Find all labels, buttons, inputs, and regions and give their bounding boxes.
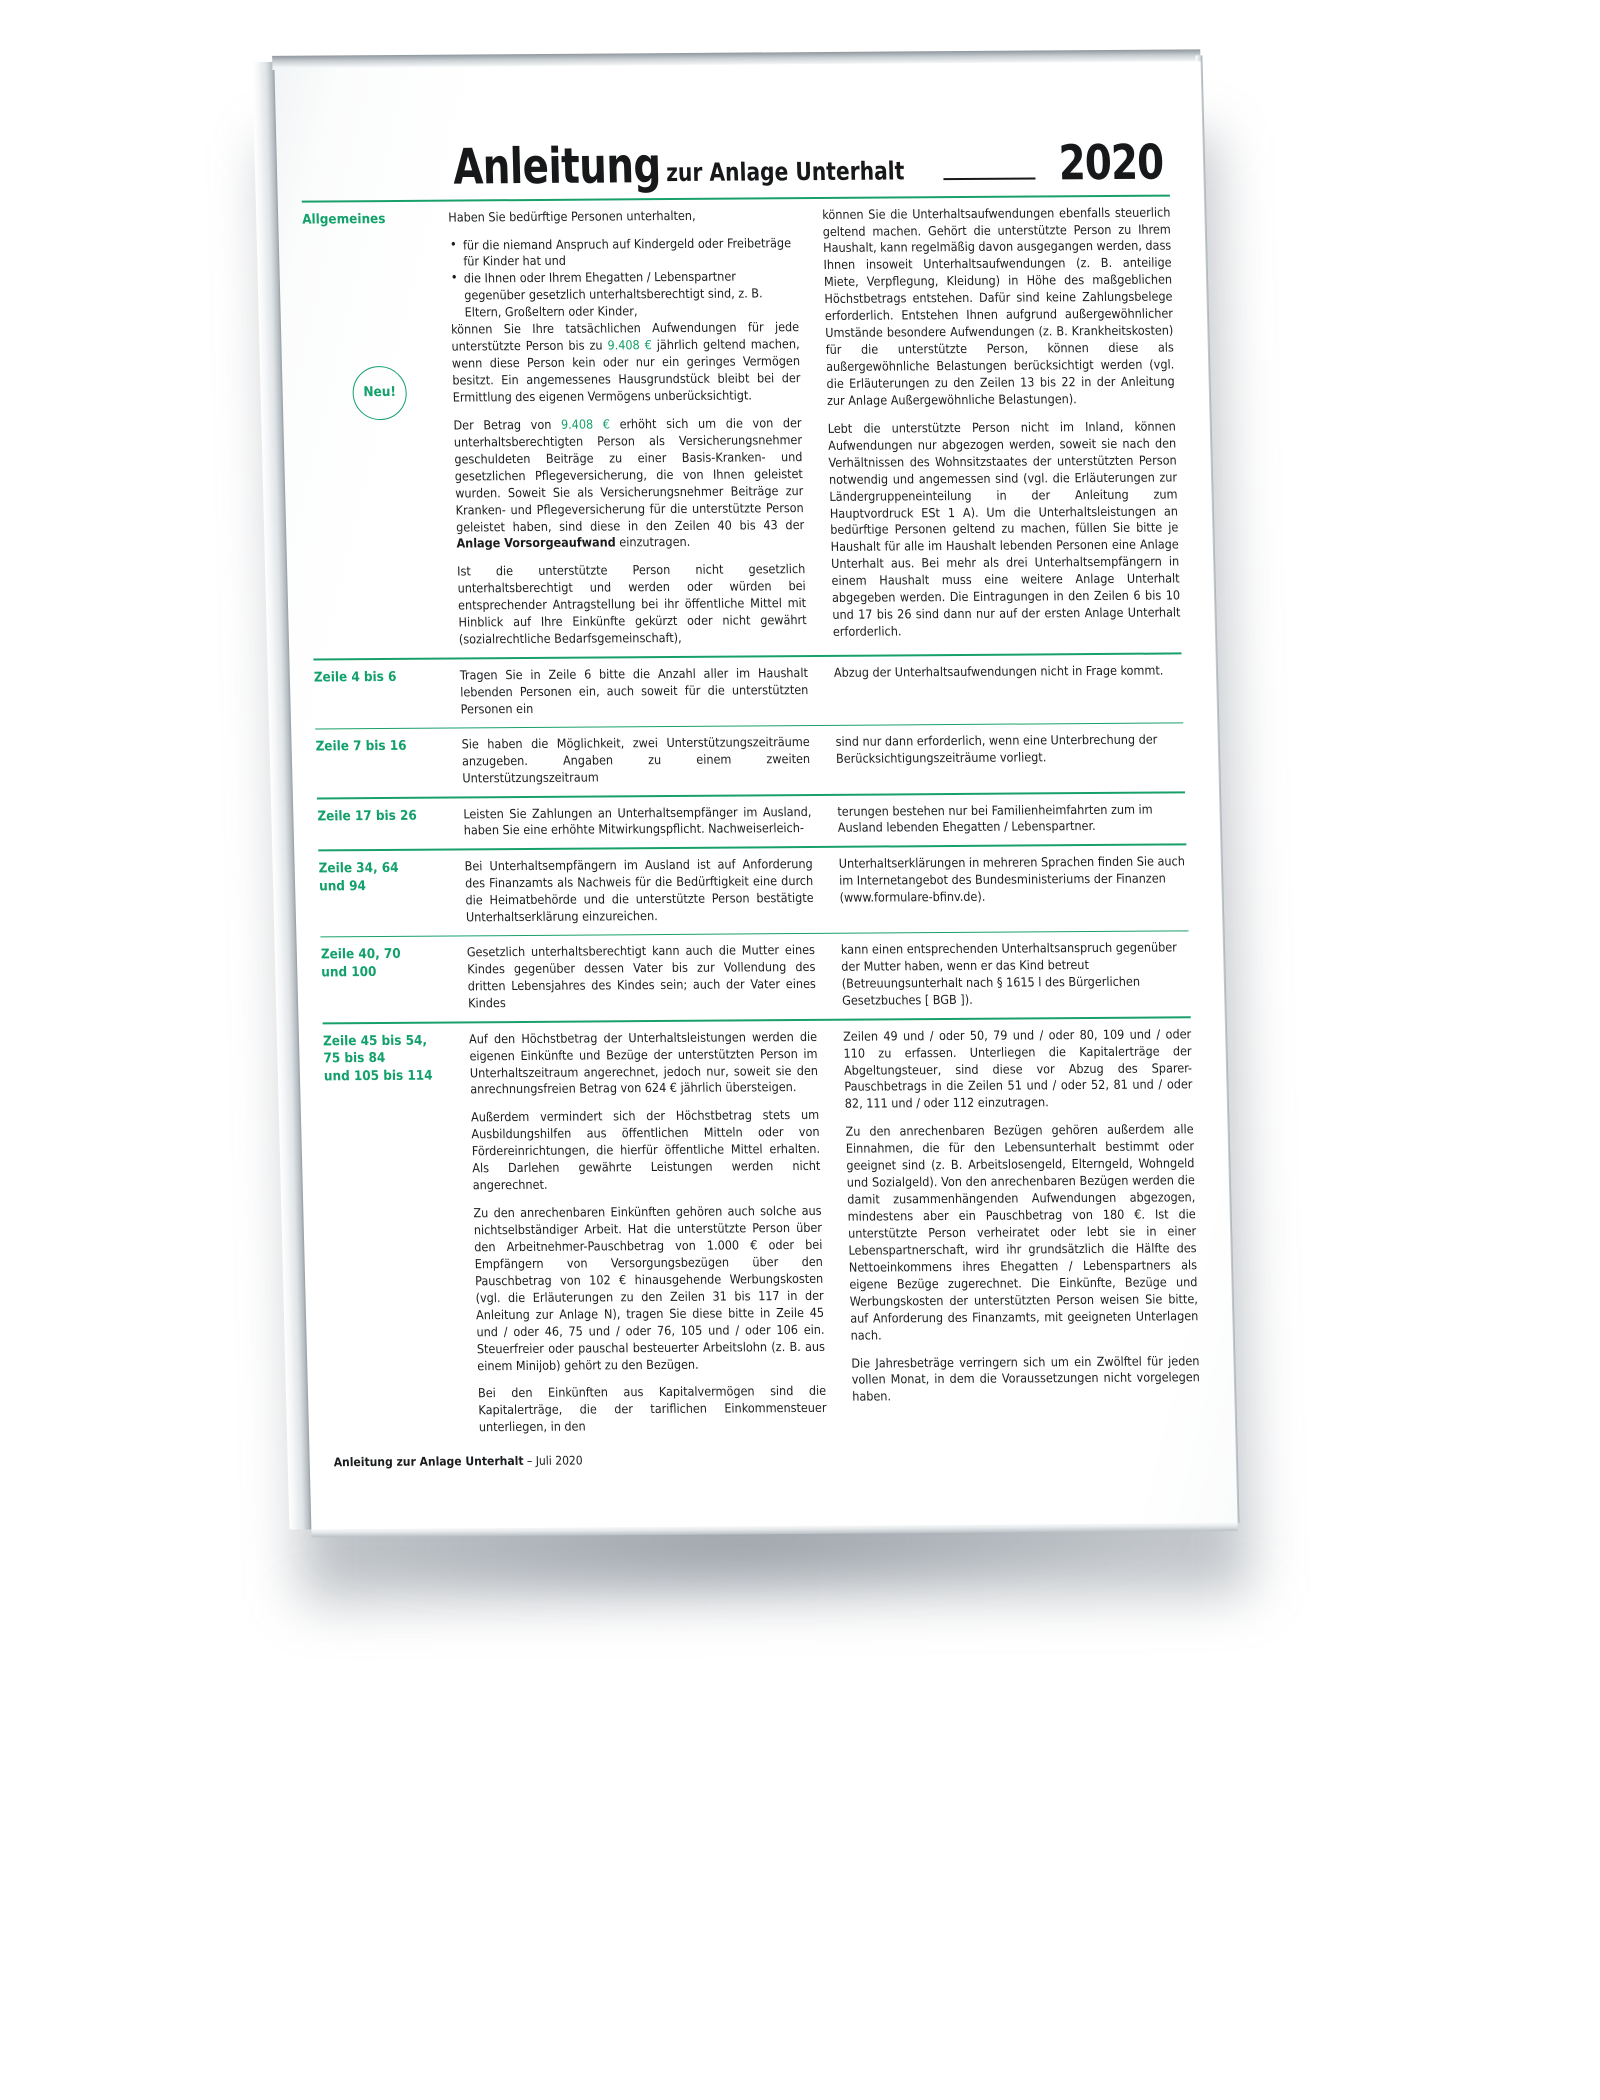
section-label-zeile-17-26: Zeile 17 bis 26 <box>317 808 417 824</box>
column-right <box>839 853 1189 923</box>
paragraph-body: Abzug der Unterhaltsaufwendungen nicht in Frage kommt. <box>833 662 1164 680</box>
paragraph-body: Leisten Sie Zahlungen an Unterhaltsempfänger im Ausland, haben Sie eine erhöhte Mitwirkungspflicht. Nachweiserleich- <box>463 803 812 838</box>
page-footer <box>334 1449 1202 1469</box>
document-subtitle: zur Anlage Unterhalt <box>666 156 905 188</box>
section-zeile-4-6 <box>313 654 1183 719</box>
section-zeile-17-26 <box>317 793 1186 841</box>
document-page <box>274 61 1237 1529</box>
section-allgemeines <box>302 196 1181 649</box>
paragraph-income-offset: Auf den Höchstbetrag der Unterhaltsleistungen werden die eigenen Einkünfte und Bezüge der unterstützten Person im Unterhaltszeitraum angerechnet, jedoch nur, soweit sie den anrechnungsfreien Betrag von 624 € jährlich übersteigen. <box>468 1028 819 1097</box>
section-zeile-7-16 <box>315 723 1185 788</box>
document-title: Anleitung <box>452 137 661 196</box>
list-item: • die Ihnen oder Ihrem Ehegatten / Lebenspartner gegenüber gesetzlich unterhaltsberechtigt sind, z. B. Eltern, Großeltern oder Kinder, <box>464 269 799 322</box>
section-columns <box>467 940 1191 1013</box>
paragraph-benefits: Zu den anrechenbaren Bezügen gehören außerdem alle Einnahmen, die für den Lebensunterhalt bestimmt oder geeignet sind (z. B. Arbeitslosengeld, Elterngeld, Wohngeld und Sozialgeld). Von den anrechenbaren Bezügen werden die damit zusammenhängenden Aufwendungen abgezogen, mindestens aber ein Pauschbetrag von 180 €. Ist die unterstützte Person verheiratet oder lebt sie in einer Lebenspartnerschaft, wird ihr grundsätzlich die Hälfte des Nettoeinkommens ihres Ehegatten / Lebenspartners als eigene Bezüge zugerechnet. Die Einkünfte, Bezüge und Werbungskosten der unterstützten Person weisen Sie bitte, auf Anforderung des Finanzamts, mit geeigneten Unterlagen nach. <box>845 1121 1199 1343</box>
section-columns <box>463 801 1186 840</box>
section-label-text: Allgemeines <box>302 211 386 228</box>
paragraph-body: Unterhaltserklärungen in mehreren Sprachen finden Sie auch im Internetangebot des Bundesministeriums der Finanzen (www.formulare-bfinv.de). <box>838 853 1186 905</box>
section-zeile-34-64-94 <box>318 845 1188 927</box>
document-content <box>274 61 1237 1529</box>
paragraph-body: kann einen entsprechenden Unterhaltsanspruch gegenüber der Mutter haben, wenn er das Kind betreut (Betreuungsunterhalt nach § 1615 l des Bürgerlichen Gesetzbuches [ BGB ]). <box>840 939 1178 1008</box>
paragraph-allowance-2 <box>453 415 804 553</box>
column-left <box>460 665 809 718</box>
footer-meta: – Juli 2020 <box>526 1453 583 1469</box>
paragraph-capital-lines: Zeilen 49 und / oder 50, 79 und / oder 80, 109 und / oder 110 zu erfassen. Unterliegen die Kapitalerträge der Abgeltungsteuer, sind diese vor Abzug des Sparer-Pauschbetrags in die Zeilen 51 und / oder 52, 81 und / oder 82, 111 und / oder 112 einzutragen. <box>842 1025 1193 1112</box>
paragraph-employment-income: Zu den anrechenbaren Einkünften gehören auch solche aus nichtselbständiger Arbeit. Hat die unterstützte Person über den Arbeitnehmer-Pauschbetrag von 1.000 € oder bei Empfängern von Versorgungsbezügen über den Pauschbetrag von 102 € hinausgehende Werbungskosten (vgl. die Erläuterungen zu den Zeilen 31 bis 117 in der Anleitung zur Anlage N), tragen Sie diese bitte in Zeile 45 und / oder 46, 75 und / oder 76, 105 und / oder 106 ein. Steuerfreier oder pauschal besteuerter Arbeitslohn (z. B. aus einem Minijob) gehört zu den Bezügen. <box>473 1202 826 1373</box>
section-zeile-40-70-100 <box>320 932 1190 1014</box>
section-label-zeile-34-64-94: Zeile 34, 64 und 94 <box>318 860 399 895</box>
text-run: erhöht sich um die von der unterhaltsberechtigten Person als Versicherungsnehmer geschuldeten Beiträge zu einer Basis-Kranken- und gesetzlichen Pflegeversicherung, die von Ihnen geleistet wurden. Soweit Sie als Versicherungsnehmer Beiträge zur Kranken- und Pflegeversicherung für die unterstützte Person geleistet haben, sind diese in den Zeilen 40 bis 43 der <box>453 415 805 535</box>
section-label-zeile-40-70-100: Zeile 40, 70 und 100 <box>320 947 401 981</box>
column-left <box>448 207 807 649</box>
column-right <box>837 801 1186 837</box>
text-run: können Sie Ihre tatsächlichen Aufwendungen für jede unterstützte Person bis zu <box>450 319 800 354</box>
neu-badge <box>352 365 407 419</box>
section-label-zeile-45-114: Zeile 45 bis 54, 75 bis 84 und 105 bis 114 <box>322 1033 433 1085</box>
paragraph-capital-income: Bei den Einkünften aus Kapitalvermögen sind die Kapitalerträge, die der tariflichen Einkommensteuer unterliegen, in den <box>477 1383 827 1435</box>
masthead <box>300 114 1170 196</box>
column-right <box>822 204 1181 646</box>
section-zeile-45-114 <box>323 1018 1202 1438</box>
paragraph-legal-entitlement: Ist die unterstützte Person nicht gesetzlich unterhaltsberechtigt und werden oder würden bei entsprechender Antragstellung bei ihr öffentliche Mittel mit Hinblick auf Ihre Einkünfte gekürzt oder nicht gewährt (sozialrechtliche Bedarfsgemeinschaft), <box>457 561 807 647</box>
paragraph-household: können Sie die Unterhaltsaufwendungen ebenfalls steuerlich geltend machen. Gehört die unterstützte Person zu Ihrem Haushalt, kann regelmäßig davon ausgegangen werden, dass Ihnen insoweit Unterhaltsaufwendungen (z. B. anteilige Miete, Verpflegung, Kleidung) in Höhe des maßgeblichen Höchstbetrags entstehen. Dafür sind keine Zahlungsbelege erforderlich. Entstehen Ihnen aufgrund außergewöhnlicher Umstände besondere Aufwendungen (z. B. Krankheitskosten) für die unterstützte Person, können diese als außergewöhnliche Belastungen berücksichtigt werden (vgl. die Erläuterungen zu den Zeilen 13 bis 22 in der Anleitung zur Anlage Außergewöhnliche Belastungen). <box>822 204 1175 408</box>
document-year: 2020 <box>1057 134 1164 192</box>
column-left <box>461 734 810 787</box>
column-left <box>469 1029 827 1437</box>
column-right <box>841 940 1191 1010</box>
section-label-allgemeines <box>302 209 448 400</box>
section-columns <box>461 731 1184 787</box>
paragraph-body: sind nur dann erforderlich, wenn eine Unterbrechung der Berücksichtigungszeiträume vorliegt. <box>835 731 1158 766</box>
amount-highlight: 9.408 € <box>607 337 652 353</box>
paragraph-body: Sie haben die Möglichkeit, zwei Unterstützungszeiträume anzugeben. Angaben zu einem zweiten Unterstützungszeitraum <box>461 734 811 786</box>
list-item: • für die niemand Anspruch auf Kindergeld oder Freibeträge für Kinder hat und <box>463 235 798 271</box>
paragraph-abroad: Lebt die unterstützte Person nicht im Inland, können Aufwendungen nur abgezogen werden, soweit sie nach den Verhältnissen des Wohnsitzstaates der unterstützten Person notwendig und angemessen sind (vgl. die Erläuterungen zur Ländergruppeneinteilung in der Anleitung zum Hauptvordruck ESt 1 A). Um die Unterhaltsleistungen an bedürftige Personen geltend zu machen, füllen Sie bitte je Haushalt für alle im Haushalt lebenden Personen eine Anlage Unterhalt aus. Bei mehr als drei Unterhaltsempfängern in einem Haushalt muss eine weitere Anlage Unterhalt abgegeben werden. Die Eintragungen in den Zeilen 6 bis 10 und 17 bis 26 sind dann nur auf der ersten Anlage Unterhalt erforderlich. <box>827 418 1181 639</box>
section-columns <box>448 204 1181 648</box>
section-columns <box>469 1026 1201 1437</box>
text-run: einzutragen. <box>615 534 691 550</box>
neu-badge-label: Neu! <box>363 383 397 400</box>
paragraph-allowance-1 <box>451 319 801 406</box>
text-run: jährlich geltend machen, wenn diese Person kein oder nur ein geringes Vermögen besitzt. Ein angemessenes Hausgrundstück bleibt bei der Ermittlung des eigenen Vermögens unberücksichtigt. <box>451 336 801 405</box>
paragraph-training-aid: Außerdem vermindert sich der Höchstbetrag stets um Ausbildungshilfen aus öffentlichen Mitteln oder von Fördereinrichtungen, die hierfür öffentliche Mittel erhalten. Als Darlehen gewährte Leistungen werden nicht angerechnet. <box>470 1107 821 1193</box>
column-right <box>835 731 1184 784</box>
section-label-zeile-7-16: Zeile 7 bis 16 <box>315 738 407 755</box>
column-right <box>843 1026 1201 1434</box>
paragraph-body: terungen bestehen nur bei Familienheimfahrten zum im Ausland lebenden Ehegatten / Lebenspartner. <box>837 801 1153 836</box>
section-columns <box>460 662 1183 718</box>
column-right <box>834 662 1183 715</box>
paragraph-body: Tragen Sie in Zeile 6 bitte die Anzahl aller im Haushalt lebenden Personen ein, auch soweit für die unterstützten Personen ein <box>459 664 809 717</box>
column-left <box>464 856 814 926</box>
column-left <box>463 803 812 839</box>
tilted-paper-mockup <box>252 45 1240 1551</box>
bullet-list <box>449 235 799 322</box>
masthead-rule <box>943 178 1035 181</box>
text-run: Der Betrag von <box>453 416 562 433</box>
paragraph-body: Gesetzlich unterhaltsberechtigt kann auch die Mutter eines Kindes gegenüber dessen Vater bis zur Vollendung des dritten Lebensjahres des Kindes sein; auch der Vater eines Kindes <box>466 942 816 1011</box>
column-left <box>467 942 817 1012</box>
paragraph-monthly-proration: Die Jahresbeträge verringern sich um ein Zwölftel für jeden vollen Monat, in dem die Voraussetzungen nicht vorgelegen haben. <box>851 1352 1201 1405</box>
paragraph-body: Bei Unterhaltsempfängern im Ausland ist auf Anforderung des Finanzamts als Nachweis für die Bedürftigkeit eine durch die Heimatbehörde und die unterstützte Person bestätigte Unterhaltserklärung einzureichen. <box>464 855 814 925</box>
section-columns <box>464 853 1188 926</box>
footer-title: Anleitung zur Anlage Unterhalt <box>333 1454 524 1470</box>
amount-highlight: 9.408 € <box>560 416 611 432</box>
section-label-zeile-4-6: Zeile 4 bis 6 <box>313 669 397 686</box>
paragraph-intro: Haben Sie bedürftige Personen unterhalten, <box>448 207 696 225</box>
form-reference: Anlage Vorsorgeaufwand <box>456 534 616 551</box>
